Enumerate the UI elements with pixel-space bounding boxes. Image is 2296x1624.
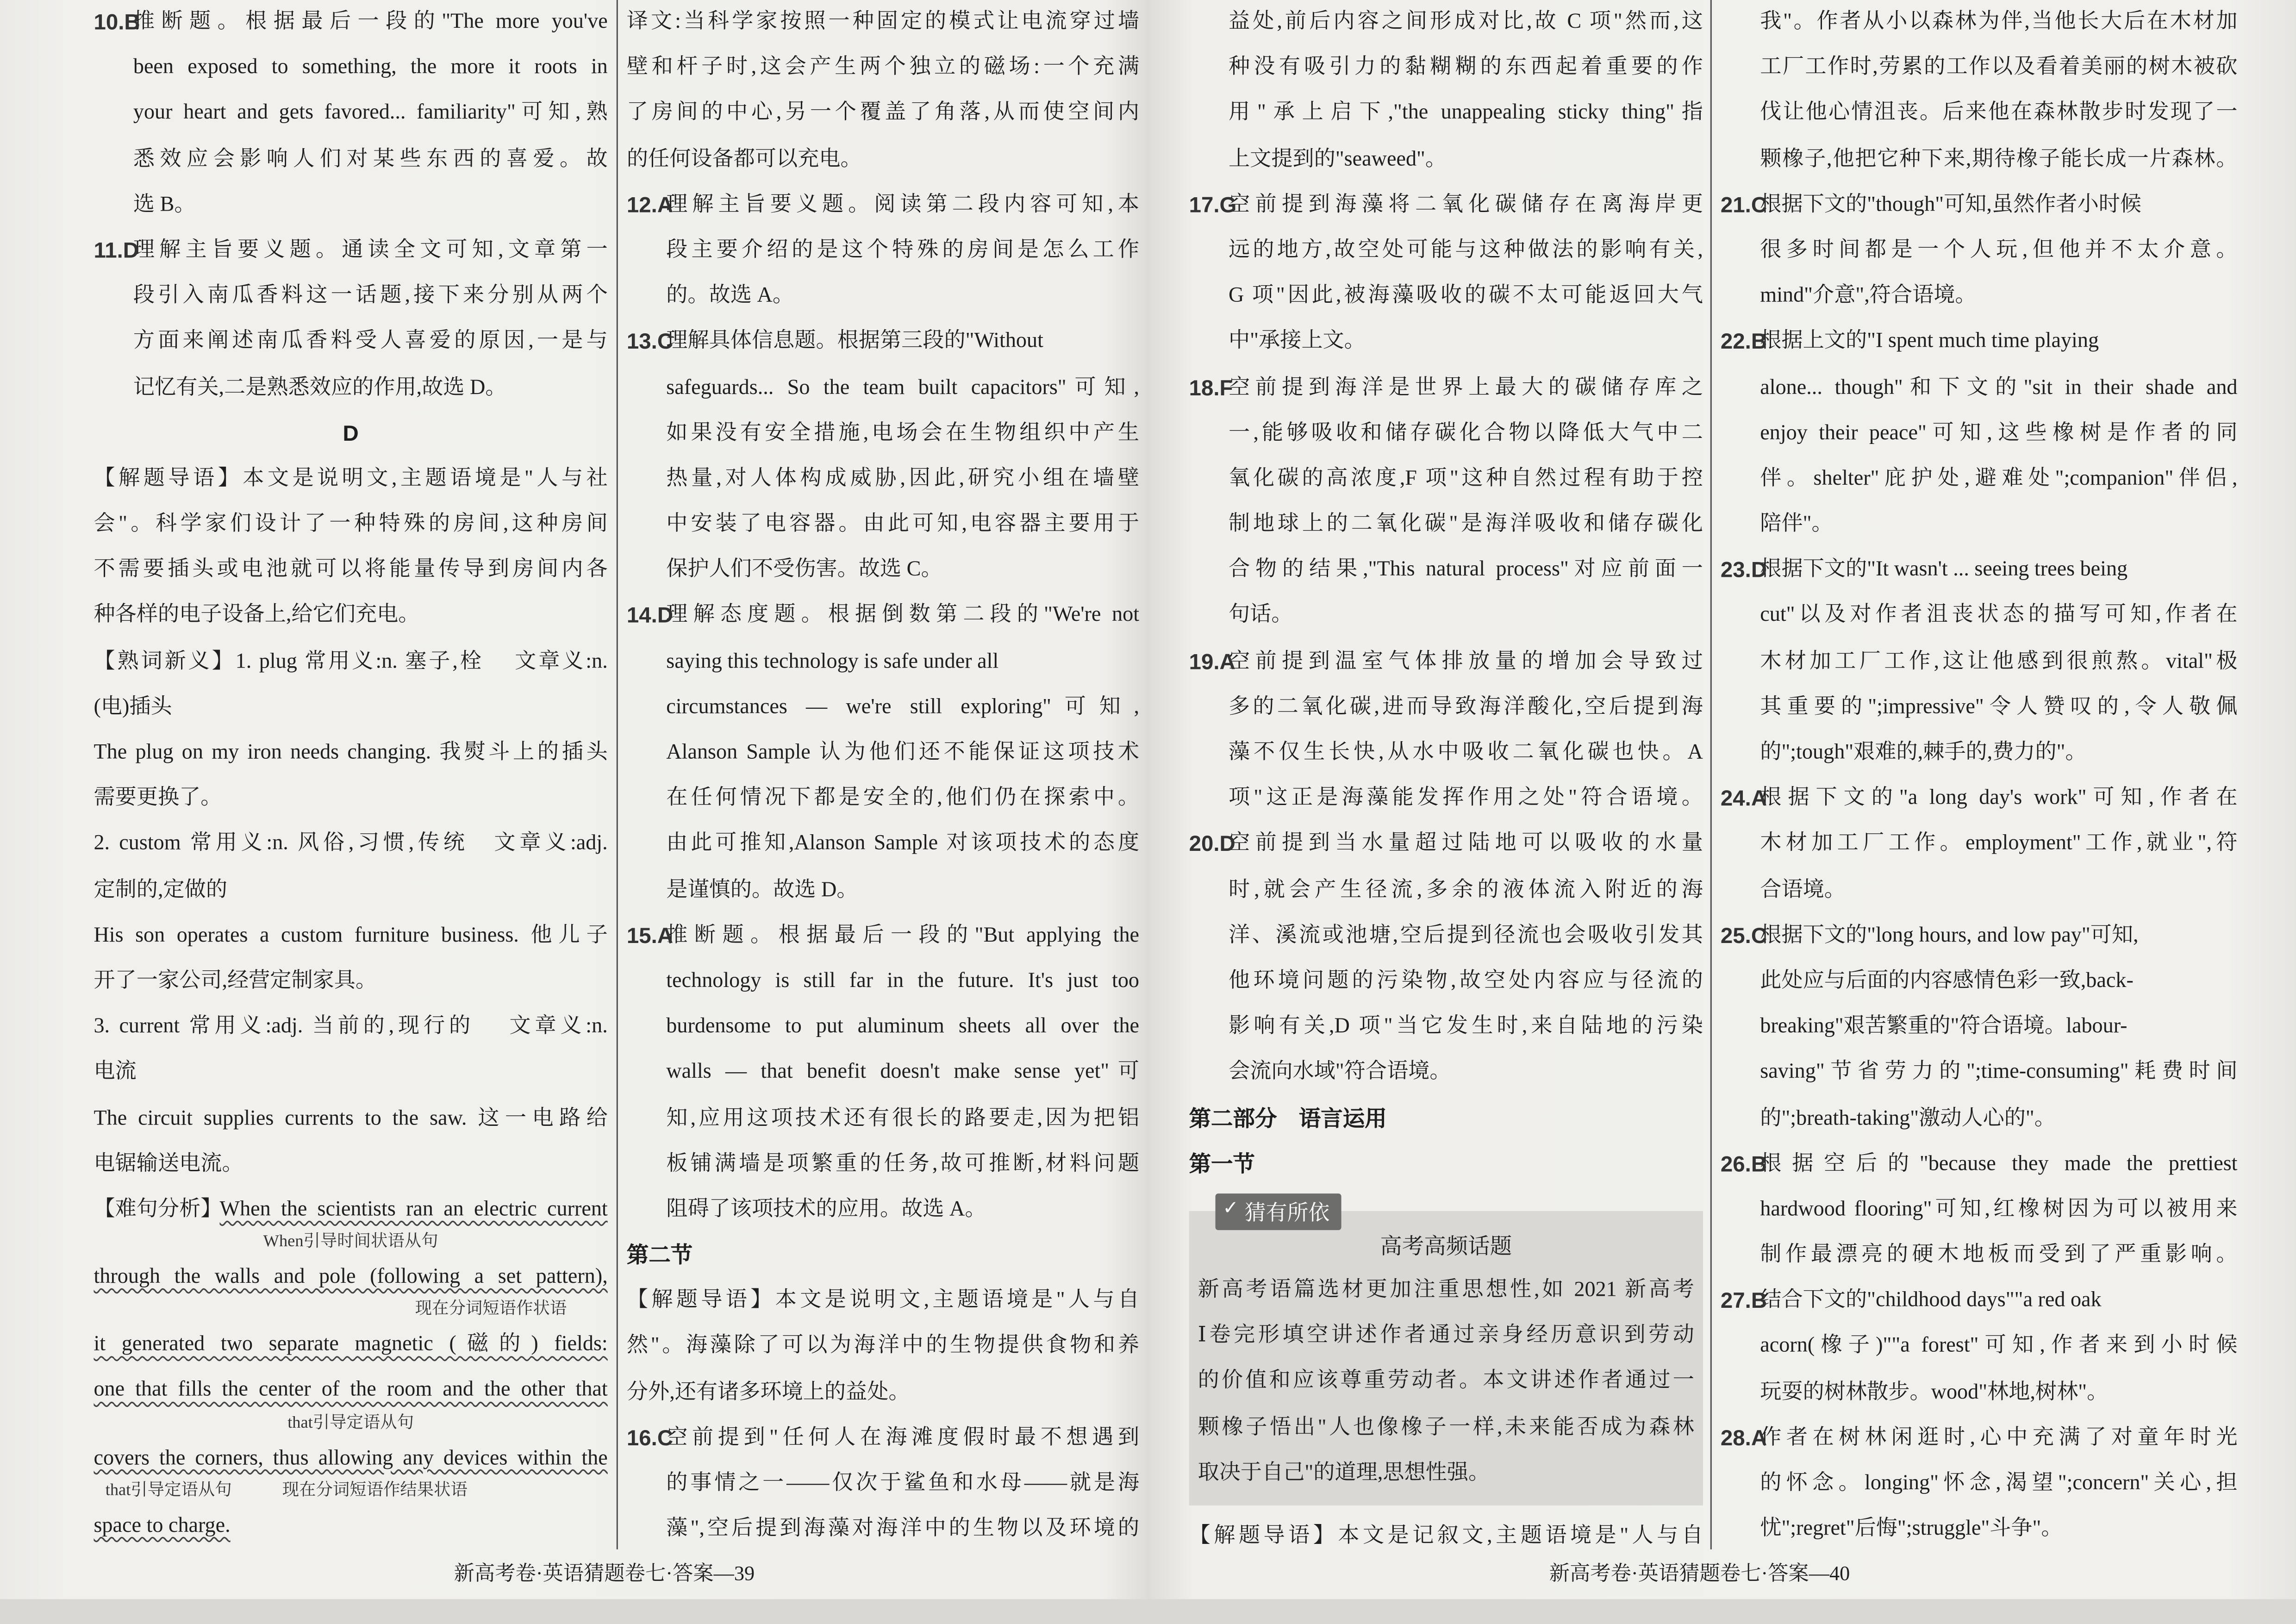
text-line: Alanson Sample 认为他们还不能保证这项技术 [666, 741, 1140, 765]
text-line: 推断题。根据最后一段的"But applying the [666, 924, 1140, 947]
answer-explanation [666, 913, 1139, 1233]
text-line: 根据上文的"I spent much time playing [1760, 330, 2099, 354]
text-line: 空前提到海洋是世界上最大的碳储存库之 [1229, 375, 1703, 399]
column-divider [1710, 0, 1712, 1549]
answer-explanation [1229, 0, 1703, 183]
page-footer-left: 新高考卷·英语猜题卷七·答案—39 [454, 1564, 755, 1586]
question-number: 18.F [1189, 375, 1233, 401]
question-number: 27.B [1720, 1289, 1767, 1314]
answer-explanation [666, 183, 1139, 320]
text-line: 然"。海藻除了可以为海洋中的生物提供食物和养 [626, 1335, 1140, 1358]
answer-item [1721, 548, 2238, 776]
scan-border [0, 1599, 2296, 1624]
answer-item [627, 1416, 1139, 1553]
text-line: saving"节省劳力的";time-consuming"耗费时间 [1760, 1061, 2238, 1084]
text-line: 此处应与后面的内容感情色彩一致,back- [1760, 969, 2134, 993]
text-line: 推断题。根据最后一段的"The more you've [133, 10, 608, 34]
page-2-column-2 [1721, 0, 2238, 1553]
text-line: 理解态度题。根据倒数第二段的"We're not [666, 604, 1140, 628]
text-line: 开了一家公司,经营定制家具。 [94, 969, 377, 993]
text-line: 种没有吸引力的黏糊糊的东西起着重要的作 [1229, 56, 1703, 80]
paragraph [1189, 1514, 1703, 1560]
text-line: burdensome to put aluminum sheets all over the [666, 1015, 1140, 1039]
paragraph [627, 0, 1139, 183]
text-line: 的任何设备都可以充电。 [626, 147, 862, 171]
text-line: 2. custom 常用义:n. 风俗,习惯,传统 文章义:adj. [94, 832, 608, 856]
text-line: 木材加工厂工作。employment"工作,就业",符 [1760, 832, 2238, 856]
grammar-note: 现在分词短语作状语 [415, 1300, 567, 1318]
answer-explanation [133, 0, 608, 228]
answer-item [1721, 1279, 2238, 1416]
text-line: space to charge. [94, 1514, 231, 1537]
text-line: 的事情之一——仅次于鲨鱼和水母——就是海 [666, 1472, 1140, 1495]
answer-explanation [1760, 0, 2237, 183]
answer-item [1721, 320, 2238, 548]
text-line: The circuit supplies currents to the saw. 这一电路给 [94, 1106, 608, 1130]
question-number: 19.A [1189, 650, 1235, 675]
answer-item [1721, 183, 2238, 320]
text-line: 理解主旨要义题。阅读第二段内容可知,本 [666, 193, 1140, 217]
text-line: 空前提到海藻将二氧化碳储存在离海岸更 [1229, 193, 1703, 217]
text-line: technology is still far in the future. It's just too [666, 969, 1140, 993]
text-line: 保护人们不受伤害。故选 C。 [666, 558, 942, 582]
question-number: 12.A [626, 193, 674, 218]
text-line: 种各样的电子设备上,给它们充电。 [94, 604, 420, 628]
text-line: 方面来阐述南瓜香料受人喜爱的原因,一是与 [133, 330, 608, 354]
text-line: 选 B。 [133, 193, 196, 217]
answer-explanation [1229, 822, 1703, 1096]
text-line: 很多时间都是一个人玩,但他并不太介意。 [1760, 238, 2238, 262]
answer-explanation [133, 228, 608, 411]
answer-explanation [1229, 639, 1703, 822]
text-line: 如果没有安全措施,电场会在生物组织中产生 [666, 421, 1140, 445]
text-line: 不需要插头或电池就可以将能量传导到房间内各 [94, 558, 608, 582]
text-line: 其重要的";impressive"令人赞叹的,令人敬佩 [1760, 695, 2238, 719]
page-2-column-1 [1189, 0, 1703, 1560]
text-line: 玩耍的树林散步。wood"林地,树林"。 [1760, 1380, 2109, 1404]
answer-item [627, 594, 1139, 914]
paragraph [94, 457, 607, 640]
text-line: 知,应用这项技术还有很长的路要走,因为把铝 [666, 1106, 1140, 1130]
question-number: 20.D [1189, 832, 1235, 857]
box-title: 高考高频话题 [1380, 1234, 1512, 1260]
text-line: 他环境问题的污染物,故空处内容应与径流的 [1229, 969, 1703, 993]
text-line: breaking"艰苦繁重的"符合语境。labour- [1760, 1015, 2128, 1039]
text-line: 【解题导语】本文是记叙文,主题语境是"人与自 [1189, 1524, 1703, 1548]
text-line: it generated two separate magnetic (磁的) fields: [94, 1333, 608, 1357]
answer-explanation [1760, 320, 2237, 548]
text-line: 根据空后的"because they made the prettiest [1760, 1152, 2238, 1176]
text-line: 会流向水域"符合语境。 [1229, 1061, 1451, 1084]
answer-explanation [666, 594, 1139, 914]
section-heading: 第二部分 语言运用 [1189, 1106, 1387, 1131]
text-line: 中"承接上文。 [1229, 330, 1366, 354]
text-line: 根据下文的"though"可知,虽然作者小时候 [1760, 193, 2142, 217]
text-line: 空前提到"任何人在海滩度假时最不想遇到 [666, 1426, 1140, 1450]
answer-explanation [1760, 1142, 2237, 1279]
question-number: 26.B [1720, 1152, 1767, 1177]
text-line: 氧化碳的高浓度,F 项"这种自然过程有助于控 [1229, 467, 1703, 491]
text-line: 我"。作者从小以森林为伴,当他长大后在木材加 [1760, 10, 2238, 34]
text-line: 是谨慎的。故选 D。 [666, 878, 858, 902]
page-1-column-2 [627, 0, 1139, 1553]
text-line: 分外,还有诸多环境上的益处。 [626, 1380, 910, 1404]
answer-item [1721, 1142, 2238, 1279]
text-line: 忧";regret"后悔";struggle"斗争"。 [1760, 1517, 2063, 1541]
text-line: 的怀念。longing"怀念,渴望";concern"关心,担 [1760, 1472, 2238, 1495]
question-number: 14.D [626, 604, 674, 629]
text-line: safeguards... So the team built capacitors"可知, [666, 375, 1140, 399]
answer-explanation [1760, 183, 2237, 320]
answer-item [627, 183, 1139, 320]
text-line: been exposed to something, the more it roots in [133, 56, 608, 80]
text-line: 木材加工厂工作,这让他感到很煎熬。vital"极 [1760, 650, 2238, 673]
text-line: 会"。科学家们设计了一种特殊的房间,这种房间 [94, 512, 608, 536]
grammar-note: that引导定语从句 现在分词短语作结果状语 [105, 1481, 468, 1499]
text-line: 多的二氧化碳,进而导致海洋酸化,空后提到海 [1229, 695, 1703, 719]
text-line: covers the corners, thus allowing any devices within the [94, 1446, 608, 1470]
analysis-sentence [94, 1187, 607, 1549]
text-line: 段引入南瓜香料这一话题,接下来分别从两个 [133, 284, 608, 308]
text-line: 3. current 常用义:adj. 当前的,现行的 文章义:n. [94, 1015, 608, 1039]
section-heading: D [343, 421, 359, 446]
text-line: cut"以及对作者沮丧状态的描写可知,作者在 [1760, 604, 2238, 628]
text-line: 取决于自己"的道理,思想性强。 [1198, 1461, 1490, 1485]
answer-explanation [1760, 776, 2237, 913]
text-line: saying this technology is safe under all [666, 650, 999, 673]
grammar-note: When引导时间状语从句 [263, 1233, 438, 1251]
guess-basis-box [1189, 1196, 1703, 1505]
answer-explanation [1229, 365, 1703, 639]
section-heading: 第一节 [1189, 1152, 1255, 1177]
text-line: 结合下文的"childhood days""a red oak [1760, 1289, 2102, 1313]
text-line: 伐让他心情沮丧。后来他在森林散步时发现了一 [1760, 101, 2238, 125]
question-number: 17.G [1189, 193, 1237, 218]
answer-item [627, 913, 1139, 1233]
question-number: 16.C [626, 1426, 674, 1451]
question-number: 15.A [626, 924, 674, 949]
text-line: 段主要介绍的是这个特殊的房间是怎么工作 [666, 238, 1140, 262]
answer-explanation [1760, 548, 2237, 776]
answer-item [1189, 822, 1703, 1096]
answer-item [1189, 365, 1703, 639]
text-line: hardwood flooring"可知,红橡树因为可以被用来 [1760, 1198, 2238, 1221]
text-line: 根据下文的"It wasn't ... seeing trees being [1760, 558, 2128, 582]
text-line: 制地球上的二氧化碳"是海洋吸收和储存碳化 [1229, 512, 1703, 536]
text-line: 空前提到当水量超过陆地可以吸收的水量 [1229, 832, 1703, 856]
text-line: 伴。shelter"庇护处,避难处";companion"伴侣, [1760, 467, 2238, 491]
text-line: Ⅰ卷完形填空讲述作者通过亲身经历意识到劳动 [1198, 1324, 1694, 1348]
text-line: 时,就会产生径流,多余的液体流入附近的海 [1229, 878, 1703, 902]
text-line: 合语境。 [1760, 878, 1846, 902]
text-line: 需要更换了。 [94, 787, 222, 810]
text-line: 洋、溪流或池塘,空后提到径流也会吸收引发其 [1229, 924, 1703, 947]
column-divider [617, 0, 618, 1549]
answer-item [94, 228, 607, 411]
text-line: 【解题导语】本文是说明文,主题语境是"人与社 [94, 467, 608, 491]
answer-item [1721, 0, 2238, 183]
text-line: 根据下文的"a long day's work"可知,作者在 [1760, 787, 2238, 810]
question-number: 11.D [94, 238, 139, 264]
text-line: 藻不仅生长快,从水中吸收二氧化碳也快。A [1229, 741, 1703, 765]
text-line: circumstances — we're still exploring"可知, [666, 695, 1140, 719]
text-line: 项"这正是海藻能发挥作用之处"符合语境。 [1229, 787, 1703, 810]
text-line: 热量,对人体构成威胁,因此,研究小组在墙壁 [666, 467, 1140, 491]
answer-explanation [1760, 1416, 2237, 1553]
text-line: G 项"因此,被海藻吸收的碳不太可能返回大气 [1229, 284, 1703, 308]
answer-item [1721, 1416, 2238, 1553]
answer-explanation [1229, 183, 1703, 366]
answer-item [1189, 183, 1703, 366]
text-line: 制作最漂亮的硬木地板而受到了严重影响。 [1760, 1243, 2238, 1267]
text-line: The plug on my iron needs changing. 我熨斗上的插头 [94, 741, 608, 765]
answer-item [627, 320, 1139, 594]
text-line: through the walls and pole (following a set pattern), [94, 1265, 608, 1289]
text-line: 新高考语篇选材更加注重思想性,如 2021 新高考 [1198, 1278, 1694, 1302]
text-line: 上文提到的"seaweed"。 [1229, 147, 1447, 171]
text-line: 空前提到温室气体排放量的增加会导致过 [1229, 650, 1703, 673]
analysis-label: 【难句分析】 [94, 1198, 222, 1221]
text-line: His son operates a custom furniture business. 他儿子 [94, 924, 608, 947]
answer-explanation [666, 1416, 1139, 1553]
question-number: 21.C [1720, 193, 1767, 218]
text-line: enjoy their peace"可知,这些橡树是作者的同 [1760, 421, 2238, 445]
text-line: 的";tough"艰难的,棘手的,费力的"。 [1760, 741, 2087, 765]
answer-explanation [1760, 1279, 2237, 1416]
question-number: 25.C [1720, 924, 1767, 949]
text-line: 影响有关,D 项"当它发生时,来自陆地的污染 [1229, 1015, 1703, 1039]
paragraph [94, 639, 607, 1187]
text-line: 根据下文的"long hours, and low pay"可知, [1760, 924, 2139, 947]
text-line: your heart and gets favored... familiarity"可知,熟 [133, 101, 608, 125]
text-line: 陪伴"。 [1760, 512, 1833, 536]
text-line: acorn(橡子)""a forest"可知,作者来到小时候 [1760, 1335, 2238, 1358]
text-line: 理解具体信息题。根据第三段的"Without [666, 330, 1043, 354]
difficult-sentence-analysis [94, 1187, 607, 1549]
text-line: 由此可推知,Alanson Sample 对该项技术的态度 [666, 832, 1140, 856]
text-line: alone... though"和下文的"sit in their shade and [1760, 375, 2238, 399]
text-line: 理解主旨要义题。通读全文可知,文章第一 [133, 238, 608, 262]
text-line: 益处,前后内容之间形成对比,故 C 项"然而,这 [1229, 10, 1703, 34]
question-number: 23.D [1720, 558, 1767, 583]
text-line: 工厂工作时,劳累的工作以及看着美丽的树木被砍 [1760, 56, 2238, 80]
tag-label: 猜有所依 [1244, 1202, 1330, 1226]
text-line: 远的地方,故空处可能与这种做法的影响有关, [1229, 238, 1703, 262]
text-line: 【熟词新义】1. plug 常用义:n. 塞子,栓 文章义:n. [94, 650, 608, 673]
question-number: 22.B [1720, 330, 1767, 355]
text-line: 中安装了电容器。由此可知,电容器主要用于 [666, 512, 1140, 536]
text-line: 板铺满墙是项繁重的任务,故可推断,材料问题 [666, 1152, 1140, 1176]
text-line: (电)插头 [94, 695, 172, 719]
question-number: 13.C [626, 330, 674, 355]
page-footer-right: 新高考卷·英语猜题卷七·答案—40 [1549, 1564, 1850, 1586]
text-line: 【解题导语】本文是说明文,主题语境是"人与自 [626, 1289, 1140, 1313]
text-line: 的价值和应该尊重劳动者。本文讲述作者通过一 [1198, 1370, 1694, 1393]
text-line: 记忆有关,二是熟悉效应的作用,故选 D。 [133, 375, 507, 399]
answer-explanation [666, 320, 1139, 594]
text-line: 一,能够吸收和储存碳化合物以降低大气中二 [1229, 421, 1703, 445]
text-line: 颗橡子,他把它种下来,期待橡子能长成一片森林。 [1760, 147, 2238, 171]
text-line: 用"承上启下,"the unappealing sticky thing"指 [1229, 101, 1703, 125]
answer-explanation [1760, 913, 2237, 1142]
answer-item [1721, 913, 2238, 1142]
text-line: 在任何情况下都是安全的,他们仍在探索中。 [666, 787, 1140, 810]
text-line: 的";breath-taking"激动人心的"。 [1760, 1106, 2056, 1130]
text-line: walls — that benefit doesn't make sense yet"可 [666, 1061, 1140, 1084]
text-line: 阻碍了该项技术的应用。故选 A。 [666, 1198, 986, 1221]
answer-item [94, 0, 607, 228]
text-line: 电锯输送电流。 [94, 1152, 243, 1176]
grammar-note: that引导定语从句 [287, 1414, 414, 1432]
page-1-column-1 [94, 0, 607, 1549]
check-magnifier-icon: ✓ [1223, 1196, 1239, 1218]
question-number: 28.A [1720, 1426, 1767, 1451]
text-line: 的。故选 A。 [666, 284, 794, 308]
text-line: 定制的,定做的 [94, 878, 228, 902]
text-line: 了房间的中心,另一个覆盖了角落,从而使空间内 [626, 101, 1140, 125]
text-line: 作者在树林闲逛时,心中充满了对童年时光 [1760, 1426, 2238, 1450]
text-line: 颗橡子悟出"人也像橡子一样,未来能否成为森林 [1198, 1415, 1694, 1439]
text-line: one that fills the center of the room and the other that [94, 1379, 608, 1402]
text-line: 藻",空后提到海藻对海洋中的生物以及环境的 [666, 1517, 1140, 1541]
guess-basis-tag [1216, 1193, 1341, 1230]
question-number: 24.A [1720, 787, 1767, 812]
paragraph [627, 1279, 1139, 1416]
text-line: 句话。 [1229, 604, 1293, 628]
text-line: mind"介意",符合语境。 [1760, 284, 1977, 308]
text-line: When the scientists ran an electric current [219, 1198, 608, 1221]
question-number: 10.B [94, 10, 140, 35]
text-line: 壁和杆子时,这会产生两个独立的磁场:一个充满 [626, 56, 1140, 80]
text-line: 合物的结果,"This natural process"对应前面一 [1229, 558, 1703, 582]
text-line: 电流 [94, 1061, 137, 1084]
text-line: 悉效应会影响人们对某些东西的喜爱。故 [133, 147, 608, 171]
answer-item [1721, 776, 2238, 913]
text-line: 译文:当科学家按照一种固定的模式让电流穿过墙 [626, 10, 1140, 34]
answer-item [1189, 639, 1703, 822]
section-heading: 第二节 [626, 1243, 693, 1268]
answer-item [1189, 0, 1703, 183]
